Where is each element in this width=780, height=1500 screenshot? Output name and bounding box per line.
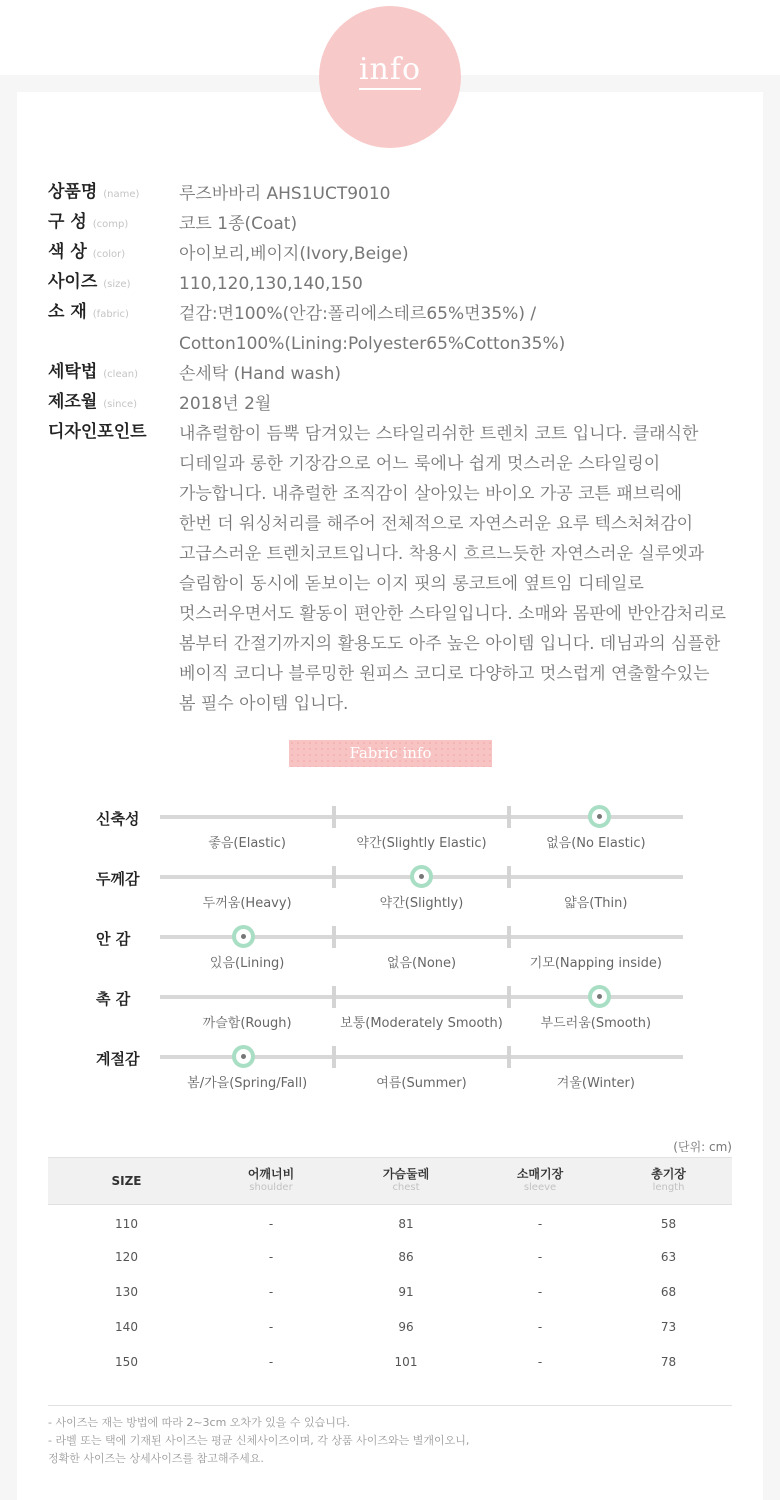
fabric-tick — [332, 926, 336, 948]
header-label: 소매기장 — [516, 1167, 564, 1181]
table-cell: - — [537, 1285, 543, 1299]
spec-value — [179, 209, 297, 239]
spec-value-line: 손세탁 (Hand wash) — [179, 364, 342, 384]
fabric-row — [96, 982, 696, 1042]
spec-label — [48, 359, 179, 389]
table-row — [48, 1345, 732, 1380]
fabric-info-banner: Fabric info — [289, 740, 492, 767]
table-cell: 86 — [398, 1250, 414, 1264]
header-label: 어깨너비 — [247, 1167, 295, 1181]
spec-value-line: 내츄럴함이 듬뿍 담겨있는 스타일리쉬한 트렌치 코트 입니다. 클래식한 — [179, 424, 699, 444]
spec-label-ko: 소 재 — [48, 302, 87, 322]
table-cell: - — [268, 1250, 274, 1264]
fabric-row — [96, 922, 696, 982]
fabric-option-label: 기모(Napping inside) — [529, 956, 662, 971]
header-label: 가슴둘레 — [382, 1167, 430, 1181]
spec-label-ko: 색 상 — [48, 242, 87, 262]
table-row — [48, 1310, 732, 1345]
table-cell: 140 — [115, 1320, 138, 1334]
table-cell: - — [268, 1217, 274, 1232]
header-label: SIZE — [111, 1174, 142, 1188]
table-cell: 81 — [398, 1217, 414, 1232]
spec-value-line: 슬림함이 동시에 돋보이는 이지 핏의 롱코트에 옆트임 디테일로 — [179, 574, 644, 594]
fabric-tick — [507, 986, 511, 1008]
table-cell: 150 — [115, 1355, 138, 1369]
spec-label-ko: 세탁법 — [48, 362, 98, 382]
spec-value-line: 고급스러운 트렌치코트입니다. 착용시 흐르느듯한 자연스러운 실루엣과 — [179, 544, 705, 564]
fabric-row-name: 계절감 — [96, 1050, 140, 1068]
fabric-tick — [507, 926, 511, 948]
spec-value — [179, 419, 768, 719]
spec-label — [48, 209, 179, 239]
spec-value — [179, 389, 271, 419]
fabric-option-label: 두꺼움(Heavy) — [202, 896, 292, 911]
spec-label — [48, 179, 179, 209]
table-cell: 120 — [115, 1250, 138, 1264]
spec-row — [48, 209, 768, 239]
fabric-info-chart — [96, 802, 696, 1102]
fabric-option-label: 있음(Lining) — [209, 956, 285, 971]
spec-value-line: 2018년 2월 — [179, 394, 272, 414]
size-table-header-cell — [205, 1158, 337, 1205]
fabric-option-label: 봄/가을(Spring/Fall) — [187, 1076, 308, 1091]
table-cell: - — [268, 1320, 274, 1334]
spec-value-line: 봄 필수 아이템 입니다. — [179, 694, 349, 714]
spec-label-en: (fabric) — [92, 309, 129, 320]
note-line: - 사이즈는 재는 방법에 따라 2~3cm 오차가 있을 수 있습니다. — [48, 1416, 351, 1429]
table-cell: - — [537, 1217, 543, 1232]
spec-label — [48, 419, 179, 449]
spec-label-en: (color) — [92, 249, 126, 260]
spec-row — [48, 389, 768, 419]
table-cell: - — [537, 1355, 543, 1369]
header-label-en: length — [652, 1182, 685, 1193]
table-cell: 96 — [398, 1320, 414, 1334]
fabric-option-label: 없음(No Elastic) — [546, 836, 646, 851]
spec-value — [179, 179, 391, 209]
spec-value-line: 아이보리,베이지(Ivory,Beige) — [179, 244, 409, 264]
info-heading: info — [319, 52, 461, 87]
fabric-row — [96, 802, 696, 862]
table-cell: 63 — [660, 1250, 677, 1264]
spec-value — [179, 269, 363, 299]
fabric-option-label: 여름(Summer) — [376, 1076, 467, 1091]
fabric-option-label: 겨울(Winter) — [556, 1076, 635, 1091]
fabric-option-label: 없음(None) — [386, 956, 457, 971]
table-cell: 101 — [394, 1355, 418, 1369]
note-line: - 라벨 또는 택에 기재된 사이즈는 평균 신체사이즈이며, 각 상품 사이즈와는 별개이오니, — [48, 1434, 470, 1447]
fabric-option-label: 약간(Slightly Elastic) — [356, 836, 487, 851]
spec-label-ko: 사이즈 — [48, 272, 98, 292]
table-row — [48, 1240, 732, 1275]
header-label-en: chest — [392, 1182, 420, 1193]
spec-row — [48, 419, 768, 719]
spec-label-ko: 제조월 — [48, 392, 98, 412]
spec-value — [179, 299, 565, 359]
fabric-tick — [507, 1046, 511, 1068]
spec-value-line: 루즈바바리 AHS1UCT9010 — [179, 184, 391, 204]
spec-label — [48, 389, 179, 419]
spec-value-line: 겉감:면100%(안감:폴리에스테르65%면35%) / — [179, 304, 537, 324]
fabric-option-label: 까슬함(Rough) — [202, 1016, 292, 1031]
fabric-level-indicator — [588, 805, 611, 828]
fabric-level-indicator — [232, 1045, 255, 1068]
table-cell: - — [268, 1355, 274, 1369]
table-row — [48, 1275, 732, 1310]
table-cell: 130 — [115, 1285, 138, 1299]
spec-value-line: Cotton100%(Lining:Polyester65%Cotton35%) — [179, 334, 566, 354]
spec-value-line: 코트 1종(Coat) — [179, 214, 298, 234]
fabric-tick — [332, 866, 336, 888]
size-table-header — [48, 1158, 732, 1205]
spec-label-ko: 구 성 — [48, 212, 87, 232]
spec-row — [48, 359, 768, 389]
fabric-row — [96, 1042, 696, 1102]
spec-value-line: 봄부터 간절기까지의 활용도도 아주 높은 아이템 입니다. 데님과의 심플한 — [179, 634, 721, 654]
spec-value-line: 가능합니다. 내츄럴한 조직감이 살아있는 바이오 가공 코튼 패브릭에 — [179, 484, 683, 504]
note-line: 정확한 사이즈는 상세사이즈를 참고해주세요. — [48, 1452, 264, 1465]
spec-value — [179, 239, 409, 269]
size-table-header-cell — [337, 1158, 475, 1205]
fabric-option-label: 좋음(Elastic) — [208, 836, 286, 851]
fabric-option-label: 부드러움(Smooth) — [540, 1016, 652, 1031]
header-label-en: sleeve — [523, 1182, 557, 1193]
spec-row — [48, 299, 768, 359]
fabric-option-label: 약간(Slightly) — [379, 896, 464, 911]
fabric-row-name: 두께감 — [96, 870, 140, 888]
spec-row — [48, 179, 768, 209]
size-table-body — [48, 1205, 732, 1380]
fabric-row-name: 신축성 — [96, 810, 140, 828]
spec-label — [48, 299, 179, 329]
spec-label-en: (comp) — [92, 219, 129, 230]
table-row — [48, 1205, 732, 1240]
header-label: 총기장 — [651, 1167, 686, 1181]
spec-value-line: 110,120,130,140,150 — [179, 274, 363, 294]
spec-label-en: (size) — [103, 279, 131, 290]
spec-label-en: (name) — [103, 189, 140, 200]
spec-label-ko: 디자인포인트 — [48, 422, 147, 442]
header-label-en: shoulder — [249, 1182, 293, 1193]
spec-label — [48, 239, 179, 269]
spec-value — [179, 359, 341, 389]
table-cell: 68 — [660, 1285, 677, 1299]
fabric-tick — [332, 986, 336, 1008]
spec-value-line: 멋스러우면서도 활동이 편안한 스타일입니다. 소매와 몸판에 반안감처리로 — [179, 604, 726, 624]
fabric-row — [96, 862, 696, 922]
fabric-option-label: 얇음(Thin) — [564, 896, 628, 911]
fabric-tick — [507, 806, 511, 828]
spec-value-line: 베이직 코디나 블루밍한 원피스 코디로 다양하고 멋스럽게 연출할수있는 — [179, 664, 710, 684]
unit-label: (단위: cm) — [673, 1140, 732, 1154]
spec-label-en: (clean) — [103, 369, 138, 380]
size-table-header-cell — [605, 1158, 732, 1205]
fabric-level-indicator — [588, 985, 611, 1008]
table-cell: - — [268, 1285, 274, 1299]
size-table-header-cell — [475, 1158, 605, 1205]
table-cell: 73 — [660, 1320, 677, 1334]
spec-value-line: 디테일과 롱한 기장감으로 어느 룩에나 쉽게 멋스러운 스타일링이 — [179, 454, 661, 474]
spec-label — [48, 269, 179, 299]
fabric-tick — [332, 1046, 336, 1068]
spec-value-line: 한번 더 워싱처리를 해주어 전체적으로 자연스러운 요루 텍스처쳐감이 — [179, 514, 694, 534]
size-table — [48, 1157, 732, 1380]
fabric-level-indicator — [232, 925, 255, 948]
table-cell: 58 — [660, 1217, 677, 1232]
size-notes — [48, 1405, 732, 1468]
fabric-tick — [507, 866, 511, 888]
spec-row — [48, 239, 768, 269]
spec-label-en: (since) — [103, 399, 138, 410]
table-cell: 110 — [115, 1217, 138, 1232]
spec-row — [48, 269, 768, 299]
table-cell: 78 — [660, 1355, 677, 1369]
fabric-tick — [332, 806, 336, 828]
fabric-row-name: 안 감 — [96, 930, 131, 948]
table-cell: 91 — [398, 1285, 414, 1299]
table-cell: - — [537, 1320, 543, 1334]
product-spec-list — [48, 179, 768, 719]
table-cell: - — [537, 1250, 543, 1264]
fabric-option-label: 보통(Moderately Smooth) — [340, 1016, 503, 1031]
fabric-row-name: 촉 감 — [96, 990, 131, 1008]
fabric-level-indicator — [410, 865, 433, 888]
spec-label-ko: 상품명 — [48, 182, 98, 202]
size-table-header-cell — [48, 1158, 205, 1205]
